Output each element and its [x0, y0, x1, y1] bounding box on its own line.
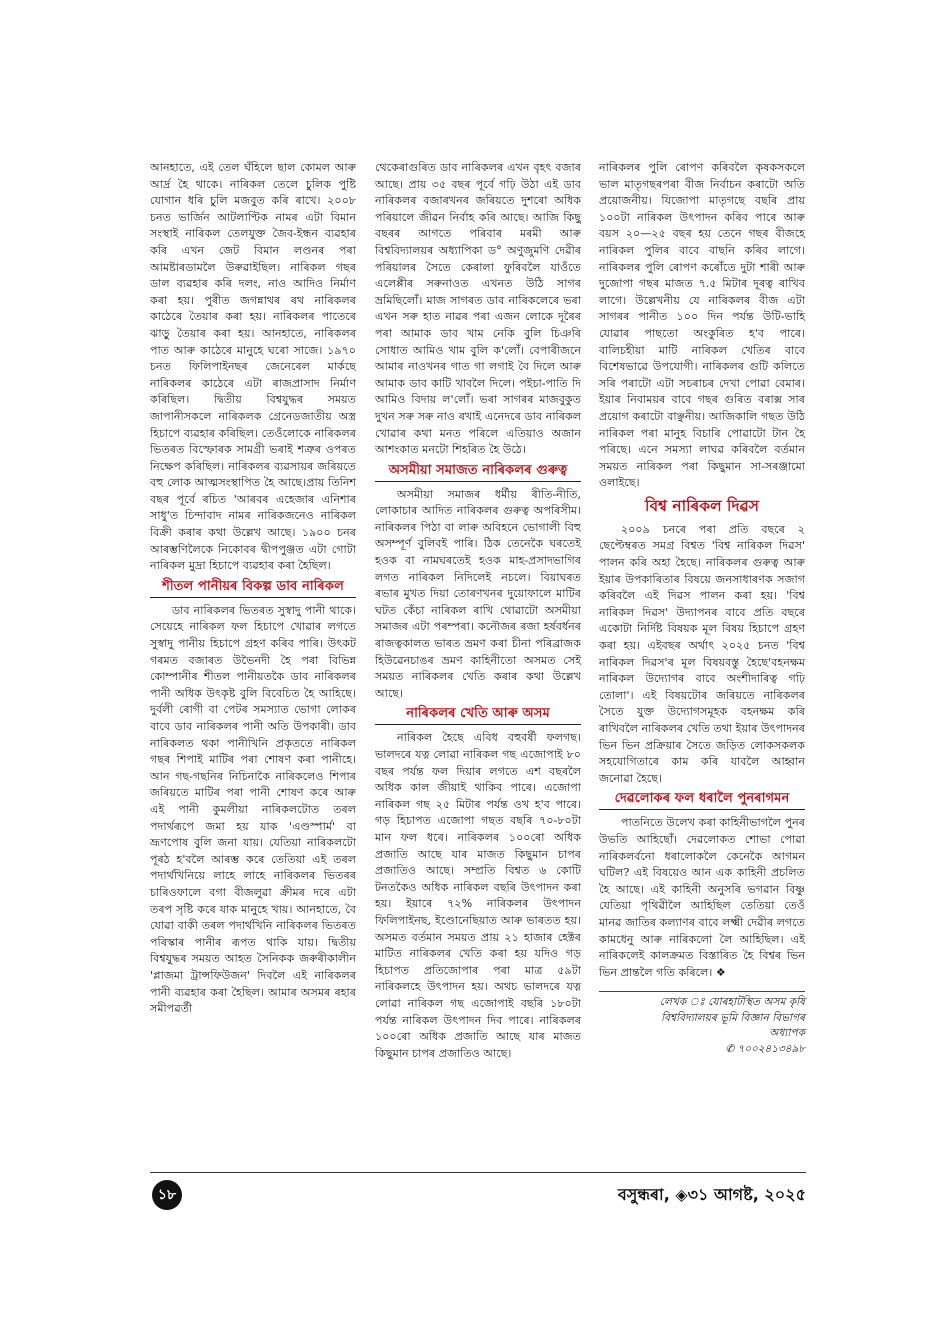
subheading-cultivation-assam: নাৰিকলৰ খেতি আৰু অসম [375, 705, 581, 725]
paragraph-coconut-market: থেকেৰাগুৰিত ডাব নাৰিকলৰ এখন বৃহৎ বজাৰ আছে। প্ৰায় ৩৫ বছৰ পূৰ্বে গঢ়ি উঠা এই ডাব নাৰিকলৰ বজাৰখনৰ জৰিয়তে দুশৰো অধিক পৰিয়ালে জীৱন নিৰ্বাহ কৰি আছে। আজি কিছু বছৰৰ আগতে পৰিবাৰ মৰমী আৰু বিশ্ববিদ্যালয়ৰ অধ্যাপিকা ড° অণুজুমণি দেৱীৰ পৰিয়ালৰ সৈতে কেৰালা ফুৰিবলৈ যাওঁতে এলেপ্পীৰ সৰুনাওত এখনত উঠি সাগৰ ভ্ৰমিছিলোঁ। মাজ সাগৰত ডাব নাৰিকলেৰে ভৰা এখন সৰু হাত নাৱৰ পৰা এজন লোকে দূৰৈৰ পৰা আমাক ডাব খাম নেকি বুলি চিঞৰি সোধাত আমিও খাম বুলি ক'লোঁ। বেপাৰীজনে আমাৰ নাওখনৰ গাত গা লগাই বৈ দিলে আৰু আমাক ডাব কাটি খাবলৈ দিলে। পইচা-পাতি দি আমিও বিদায় ল'লোঁ। ভৰা সাগৰৰ মাজবুকুত দুখন সৰু সৰু নাও ৰখাই এনেদৰে ডাব নাৰিকল খোৱাৰ কথা মনত পৰিলে এতিয়াও অজান আশংকাত মনটো শিহৰিত হৈ উঠে। [375, 161, 581, 457]
footer-divider [150, 1172, 806, 1173]
subheading-return-to-earth: দেৱলোকৰ ফল ধৰালৈ পুনৰাগমন [599, 790, 805, 810]
page-number: ১৮ [152, 1180, 182, 1210]
end-mark-icon: ❖ [715, 965, 726, 979]
author-phone: ✆ ৭০০২৪১৩৪৯৮ [725, 1042, 805, 1055]
paragraph-coconut-uses: আনহাতে, এই তেল ঘঁহিলে ছাল কোমল আৰু আৰ্দ্ৰ হৈ থাকে। নাৰিকল তেলে চুলিক পুষ্টি যোগান ধৰি চুলি মজবুত কৰি ৰাখে। ২০০৮ চনত ভাৰ্জিন আটলাণ্টিক নামৰ এটা বিমান সংস্থাই নাৰিকল তেলযুক্ত জৈব-ইন্ধন ব্যৱহাৰ কৰি এখন জেট বিমান লণ্ডনৰ পৰা আমষ্টাৰডামলৈ উৰুৱাইছিল। নাৰিকল গছৰ ডাল ব্যৱহাৰ কৰি দলং, নাও আদিও নিৰ্মাণ কৰা হয়। পুৰীত জগন্নাথৰ ৰথ নাৰিকলৰ কাঠেৰে তৈয়াৰ কৰা হয়। নাৰিকলৰ পাতেৰে ঝাড়ু তৈয়াৰ কৰা হয়। আনহাতে, নাৰিকলৰ পাত আৰু কাঠেৰে মানুহে ঘৰো সাজে। ১৯৭০ চনত ফিলিপাইনছৰ জেনেৰেল মাৰ্কছে নাৰিকলৰ কাঠেৰে এটা ৰাজপ্ৰাসাদ নিৰ্মাণ কৰিছিল। দ্বিতীয় বিশ্বযুদ্ধৰ সময়ত জাপানীসকলে নাৰিকলক গ্ৰেনেডজাতীয় অস্ত্ৰ হিচাপে ব্যৱহাৰ কৰিছিল। তেওঁলোকে নাৰিকলৰ ভিতৰত বিস্ফোৰক সামগ্ৰী ভৰাই শত্ৰুৰ ওপৰত নিক্ষেপ কৰিছিল। নাৰিকলৰ ব্যৱসায়ৰ জৰিয়তে বহু লোক আত্মসংস্থাপিত হৈ আছে।প্ৰায় তিনিশ বছৰ পূৰ্বে ৰচিত 'আৰবৰ এহেজাৰ এনিশাৰ সাধু'ত চিন্দাবাদ নামৰ নাৰিকজনেও নাৰিকল বিক্ৰী কৰাৰ কথা উল্লেখ আছে। ১৯০০ চনৰ আৰম্ভণিলৈকে নিকোবৰ দ্বীপপুঞ্জত এটা গোটা নাৰিকল মুদ্ৰা হিচাপে ব্যৱহাৰ কৰা হৈছিল। [150, 161, 356, 573]
paragraph-cultural-importance: অসমীয়া সমাজৰ ধৰ্মীয় ৰীতি-নীতি, লোকাচাৰ আদিত নাৰিকলৰ গুৰুত্ব অপৰিসীম। নাৰিকলৰ পিঠা বা লাৰু অবিহনে ভোগালী বিহু অসম্পূৰ্ণ বুলিবই পাৰি। ঠিক তেনেকৈ ঘৰতেই হওক বা নামঘৰতেই হওক মাহ-প্ৰসাদভাগিৰ লগত নাৰিকল নিদিলেই নচলে। বিয়াঘৰত ৰভাৰ মুখত দিয়া তোৰণখনৰ দুয়োফালে মাটিৰ ঘটত কেঁচা নাৰিকল ৰাখি থোৱাটো অসমীয়া সমাজৰ এটা পৰম্পৰা। কনৌজৰ ৰজা হৰ্ষবৰ্ধনৰ ৰাজত্বকালত ভাৰত ভ্ৰমণ কৰা চীনা পৰিব্ৰাজক হিউৱেনচাঙৰ ভ্ৰমণ কাহিনীতো অসমত সেই সময়ত নাৰিকলৰ খেতি কৰাৰ কথা উল্লেখ আছে। [375, 487, 581, 700]
legend-text: পাতনিতে উলেখ কৰা কাহিনীভাগলৈ পুনৰ উভতি আহিছোঁ। দেৱলোকত শোভা পোৱা নাৰিকলৰ্বনো ধৰালোকলৈ কেনেকৈ আগমন ঘটিল? এই বিষয়েও আন এক কাহিনী প্ৰচলিত হৈ আছে। এই কাহিনী অনুসৰি ভগৱান বিষ্ণু যেতিয়া পৃথিৱীলৈ আহিছিল তেতিয়া তেওঁ মানৱ জাতিৰ কল্যাণৰ বাবে লক্ষ্মী দেৱীৰ লগতে কামধেনু আৰু নাৰিকলো লৈ আহিছিল। এই নাৰিকলেই কালক্ৰমত বিস্তাৰিত হৈ বিশ্বৰ ভিন ভিন প্ৰান্তলৈ গতি কৰিলে। [599, 816, 805, 979]
article-column-2 [375, 160, 581, 1062]
paragraph-seedlings: নাৰিকলৰ পুলি ৰোপণ কৰিবলৈ কৃষকসকলে ভাল মাতৃগছৰপৰা বীজ নিৰ্বাচন কৰাটো অতি প্ৰয়োজনীয়। যিজোপা মাতৃগছে বছৰি প্ৰায় ১০০টা নাৰিকল উৎপাদন কৰিব পাৰে আৰু বয়স ২০—২৫ বছৰ হয় তেনে গছৰ বীজহে নাৰিকল পুলিৰ বাবে বাছনি কৰিব লাগে। নাৰিকলৰ পুলি ৰোপণ কৰোঁতে দুটা শাৰী আৰু দুজোপা গছৰ মাজত ৭.৫ মিটাৰ দূৰত্ব ৰাখিব লাগে। উল্লেখনীয় যে নাৰিকলৰ বীজ এটা সাগৰৰ পানীত ১০০ দিন পৰ্যন্ত উটি-ভাহি যোৱাৰ পাছতো অংকুৰিত হ'ব পাৰে। বালিচহীয়া মাটি নাৰিকল খেতিৰ বাবে বিশেষভাৱে উপযোগী। নাৰিকলৰ গুটি কলিতে সৰি পৰাটো এটা সচৰাচৰ দেখা পোৱা বেমাৰ। ইয়াৰ নিবাময়ৰ বাবে গছৰ গুৰিত বৰাক্স সাৰ প্ৰয়োগ কৰাটো বাঞ্ছনীয়। আজিকালি গছত উঠি নাৰিকল পৰা মানুহ বিচাৰি পোৱাটো টান হৈ পৰিছে। এনে সমস্যা লাঘৱ কৰিবলৈ বৰ্তমান সময়ত নাৰিকল পৰা কিছুমান সা-সৰঞ্জামো ওলাইছে। [599, 161, 805, 490]
subheading-world-coconut-day: বিশ্ব নাৰিকল দিৱস [645, 495, 759, 515]
author-line: বিশ্ববিদ্যালয়ৰ ভূমি বিজ্ঞান বিভাগৰ [661, 1011, 805, 1024]
author-line: অধ্যাপক [769, 1027, 805, 1040]
paragraph-coconut-water: ডাব নাৰিকলৰ ভিতৰত সুস্বাদু পানী থাকে। সেয়েহে নাৰিকল ফল হিচাপে খোৱাৰ লগতে সুস্বাদু পানীয় হিচাপে গ্ৰহণ কৰিব পাৰি। উৎকট গৰমত বজাৰত উভৈনদী হৈ পৰা বিভিন্ন কোম্পানীৰ শীতল পানীয়তকৈ ডাব নাৰিকলৰ পানী অধিক উৎকৃষ্ট বুলি বিবেচিত হৈ আহিছে। দুৰ্বলী ৰোগী বা পেটৰ সমস্যাত ভোগা লোকৰ বাবে ডাব নাৰিকলৰ পানী অতি উপকাৰী। ডাব নাৰিকলত থকা পানীখিনি প্ৰকৃততে নাৰিকল গছৰ শিপাই মাটিৰ পৰা শোষণ কৰা পানীহে। আন গছ-গছনিৰ নিচিনাকৈ নাৰিকলেও শিপাৰ জৰিয়তে মাটিৰ পৰা পানী শোষণ কৰে আৰু এই পানী কুমলীয়া নাৰিকলটোত তৰল পদাৰ্থৰূপে জমা হয় যাক 'এণ্ডস্পাৰ্ম' বা ভ্ৰূণপোষ বুলি জনা যায়। যেতিয়া নাৰিকলটো পূৰঠ হ'বলৈ আৰম্ভ কৰে তেতিয়া এই তৰল পদাৰ্থখিনিয়ে লাহে লাহে নাৰিকলৰ ভিতৰৰ চাৰিওফালে বগা বীজলুৱা ক্ৰীমৰ দৰে এটা তৰপ সৃষ্টি কৰে যাক মানুহে খায়। আনহাতে, বৈ যোৱা বাকী তৰল পদাৰ্থখিনি নাৰিকলৰ ভিতৰত পৰিস্কাৰ পানীৰ ৰূপত থাকি যায়। দ্বিতীয় বিশ্বযুদ্ধৰ সময়ত আহত সৈনিকক জৰুৰীকালীন 'প্লাজমা ট্ৰান্সফিউজন' দিবলৈ এই নাৰিকলৰ পানী ব্যৱহাৰ কৰা হৈছিল। আমাৰ অসমৰ ৰহাৰ সমীপৱৰ্তী [150, 603, 356, 1016]
paragraph-world-coconut-day: ২০০৯ চনৰে পৰা প্ৰতি বছৰে ২ ছেপ্টেম্বৰত সমগ্ৰ বিশ্বত 'বিশ্ব নাৰিকল দিৱস' পালন কৰি অহা হৈছে। নাৰিকলৰ গুৰুত্ব আৰু ইয়াৰ উপকাৰিতাৰ বিষয়ে জনসাধাৰণক সজাগ কৰিবলৈ এই দিৱস পালন কৰা হয়। 'বিশ্ব নাৰিকল দিৱস' উদ্যাপনৰ বাবে প্ৰতি বছৰে একোটা নিৰ্দিষ্ট বিষয়ক মূল বিষয় হিচাপে গ্ৰহণ কৰা হয়। এইবছৰ অৰ্থাৎ ২০২৫ চনত 'বিশ্ব নাৰিকল দিৱস'ৰ মূল বিষয়বস্তু হৈছে'বহনক্ষম নাৰিকল উদ্যোগৰ বাবে অংশীদাৰিত্ব গঢ়ি তোলা'। এই বিষয়টোৰ জৰিয়তে নাৰিকলৰ সৈতে যুক্ত উদ্যোগসমূহক বহনক্ষম কৰি ৰাখিবলৈ নাৰিকলৰ খেতি তথা ইয়াৰ উৎপাদনৰ ভিন ভিন প্ৰক্ৰিয়াৰ সৈতে জড়িত লোকসকলক সহযোগিতাৰে কাম কৰি যাবলৈ আহ্বান জনোৱা হৈছে। [599, 522, 805, 785]
author-note [599, 991, 805, 1057]
subheading-assamese-society: অসমীয়া সমাজত নাৰিকলৰ গুৰুত্ব [375, 462, 581, 482]
article-column-1 [150, 160, 356, 1018]
footer-masthead: বসুন্ধৰা, ◈৩১ আগষ্ট, ২০২৫ [617, 1185, 806, 1204]
subheading-soft-drink-alternative: শীতল পানীয়ৰ বিকল্প ডাব নাৰিকল [150, 578, 356, 598]
paragraph-cultivation: নাৰিকল হৈছে এবিধ বহুবৰ্ষী ফলগছ। ভালদৰে যত্ন লোৱা নাৰিকল গছ এজোপাই ৮০ বছৰ পৰ্যন্ত ফল দিয়াৰ লগতে এশ বছৰলৈ অধিক কাল জীয়াই থাকিব পাৰে। এজোপা নাৰিকল গছ ২৫ মিটাৰ পৰ্যন্ত ওখ হ'ব পাৰে। গড় হিচাপত এজোপা গছত বছৰি ৭০-৮০টা মান ফল ধৰে। নাৰিকলৰ ১০০ৰো অধিক প্ৰজাতি আছে যাৰ মাজত কিছুমান চাপৰ প্ৰজাতিও আছে। সম্প্ৰতি বিশ্বত ৬ কোটি টনতকৈও অধিক নাৰিকল বছৰি উৎপাদন কৰা হয়। ইয়াৰে ৭২% নাৰিকলৰ উৎপাদন ফিলিপাইনছ, ইণ্ডোনেছিয়াত আৰু ভাৰতত হয়। অসমত বৰ্তমান সময়ত প্ৰায় ২১ হাজাৰ হেক্টৰ মাটিত নাৰিকলৰ খেতি কৰা হয় যদিও গড় হিচাপত প্ৰতিজোপাৰ পৰা মাত্ৰ ৫৯টা নাৰিকলহে উৎপাদন হয়। অথচ ভালদৰে যত্ন লোৱা নাৰিকল গছ এজোপাই বছৰি ১৮০টা পৰ্যন্ত নাৰিকল উৎপাদন দিব পাৰে। নাৰিকলৰ ১০০ৰো অধিক প্ৰজাতি আছে যাৰ মাজত কিছুমান চাপৰ প্ৰজাতিও আছে। [375, 731, 581, 1060]
author-line: লেখক ঃ যোৰহাটস্থিত অসম কৃষি [659, 996, 805, 1009]
paragraph-legend [599, 815, 805, 981]
article-column-3 [599, 160, 805, 1057]
